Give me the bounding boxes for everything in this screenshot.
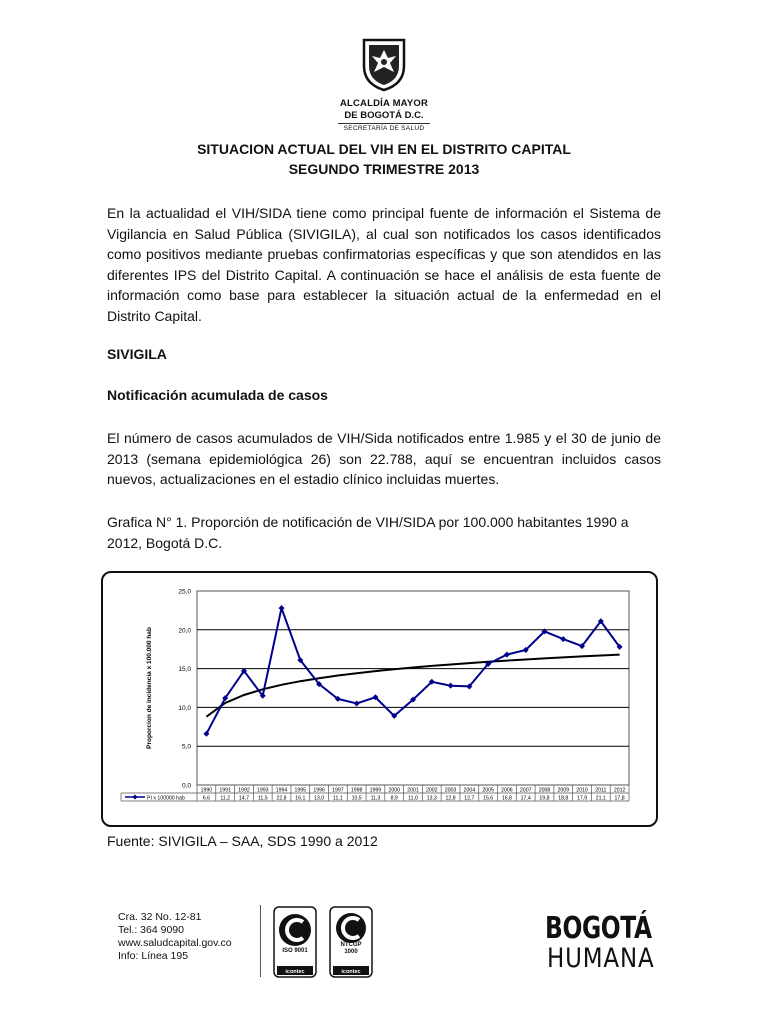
document-title-line2: SEGUNDO TRIMESTRE 2013 (288, 161, 480, 177)
x-tick-label: 1993 (256, 787, 269, 794)
plot-area (197, 591, 629, 785)
data-label: 16,1 (295, 795, 306, 802)
x-tick-label: 1996 (313, 787, 325, 794)
cert1-label: ISO 9001 (282, 948, 308, 954)
data-label: 17,4 (520, 795, 531, 802)
footer-address: Cra. 32 No. 12-81 (118, 911, 202, 923)
legend-marker (133, 795, 138, 800)
cases-paragraph: El número de casos acumulados de VIH/Sida notificados entre 1.985 y el 30 de junio de 2013 (semana epidemiológica 26) son 22.788, aquí se encuentran incluidos casos nuevos, actualizaciones en el estadio clínico incluidas muertes. (107, 430, 661, 488)
x-tick-label: 1994 (275, 787, 288, 794)
data-label: 11,1 (333, 795, 343, 802)
data-point-marker (279, 605, 285, 611)
data-label: 11,3 (370, 795, 381, 802)
footer-divider (260, 905, 261, 977)
data-label: 17,8 (614, 795, 625, 802)
x-tick-label: 1991 (219, 787, 231, 794)
data-label: 16,8 (501, 795, 512, 802)
legend-label: PI x 100000 hab (147, 795, 185, 802)
y-tick-label: 25,0 (178, 588, 191, 596)
data-point-marker (354, 701, 360, 707)
data-label: 12,8 (445, 795, 456, 802)
data-label: 15,6 (483, 795, 494, 802)
coat-of-arms-icon (360, 36, 408, 92)
source-note: Fuente: SIVIGILA – SAA, SDS 1990 a 2012 (107, 833, 378, 849)
x-tick-label: 2007 (519, 787, 532, 794)
x-tick-label: 2008 (538, 787, 551, 794)
y-tick-label: 15,0 (178, 666, 191, 674)
figure-caption: Grafica N° 1. Proporción de notificación de VIH/SIDA por 100.000 habitantes 1990 a 2012, Bogotá D.C. (107, 514, 629, 551)
data-label: 8,9 (390, 795, 398, 802)
data-point-marker (448, 683, 454, 689)
org-department: SECRETARÍA DE SALUD (343, 125, 425, 132)
intro-paragraph: En la actualidad el VIH/SIDA tiene como principal fuente de información el Sistema de Vigilancia en Salud Pública (SIVIGILA), al cual son notificados los casos identificados como positivos mediante pruebas confirmatorias específicas y que son atendidos en las diferentes IPS del Distrito Capital. A continuación se hace el análisis de esta fuente de información como base para establecer la situación actual de la enfermedad en el Distrito Capital. (107, 205, 661, 324)
y-axis-label: Proporcion de incidencia x 100.000 hab (146, 627, 153, 749)
x-tick-label: 2011 (595, 787, 607, 794)
section-heading-sivigila: SIVIGILA (107, 346, 167, 362)
x-tick-label: 1997 (332, 787, 344, 794)
x-tick-label: 1998 (350, 787, 363, 794)
data-label: 17,9 (576, 795, 588, 802)
iso-9001-cert-icon (273, 906, 317, 978)
x-tick-label: 1990 (200, 787, 213, 794)
x-tick-label: 2003 (444, 787, 457, 794)
x-tick-label: 1995 (294, 787, 307, 794)
cert2-label-line1: NTCGP (340, 942, 362, 948)
cert2-brand: icontec (341, 969, 361, 975)
data-label: 14,7 (238, 795, 250, 802)
header-divider (338, 123, 430, 124)
data-label: 11,2 (220, 795, 231, 802)
y-tick-label: 0,0 (181, 782, 191, 790)
x-tick-label: 2006 (501, 787, 513, 794)
data-label: 19,8 (539, 795, 550, 802)
x-tick-label: 1999 (369, 787, 382, 794)
x-tick-label: 2002 (426, 787, 438, 794)
footer-phone: Tel.: 364 9090 (118, 924, 184, 936)
y-tick-label: 10,0 (178, 704, 191, 712)
x-tick-label: 2009 (557, 787, 570, 794)
data-point-marker (560, 636, 566, 642)
x-tick-label: 2001 (407, 787, 419, 794)
incidence-line-chart (101, 571, 658, 827)
data-label: 13,0 (314, 795, 325, 802)
data-label: 13,3 (426, 795, 437, 802)
data-label: 12,7 (464, 795, 475, 802)
data-label: 11,0 (408, 795, 418, 802)
series-line (206, 608, 619, 734)
x-tick-label: 1992 (238, 787, 250, 794)
x-tick-label: 2010 (576, 787, 588, 794)
x-tick-label: 2012 (613, 787, 626, 794)
data-label: 21,1 (595, 795, 606, 802)
y-tick-label: 5,0 (181, 743, 191, 751)
org-name-line1: ALCALDÍA MAYOR (339, 98, 429, 109)
y-tick-label: 20,0 (178, 627, 191, 635)
org-name-line2: DE BOGOTÁ D.C. (344, 110, 424, 121)
data-label: 18,8 (558, 795, 569, 802)
data-label: 22,8 (276, 795, 287, 802)
data-label: 10,5 (351, 795, 362, 802)
brand-logo-line1: BOGOTÁ (545, 911, 652, 946)
footer-info-line: Info: Línea 195 (118, 950, 189, 962)
x-tick-label: 2000 (388, 787, 400, 794)
data-label: 11,5 (257, 795, 268, 802)
brand-logo-line2: HUMANA (547, 943, 655, 974)
data-label: 6,6 (202, 795, 211, 802)
subsection-heading-notificacion: Notificación acumulada de casos (107, 387, 328, 403)
document-title-line1: SITUACION ACTUAL DEL VIH EN EL DISTRITO CAPITAL (197, 141, 571, 157)
cert2-label-line2: 1000 (344, 949, 358, 955)
x-tick-label: 2005 (482, 787, 494, 794)
footer-website[interactable]: www.saludcapital.gov.co (118, 937, 232, 949)
x-tick-label: 2004 (463, 787, 476, 794)
cert1-brand: icontec (285, 969, 305, 975)
